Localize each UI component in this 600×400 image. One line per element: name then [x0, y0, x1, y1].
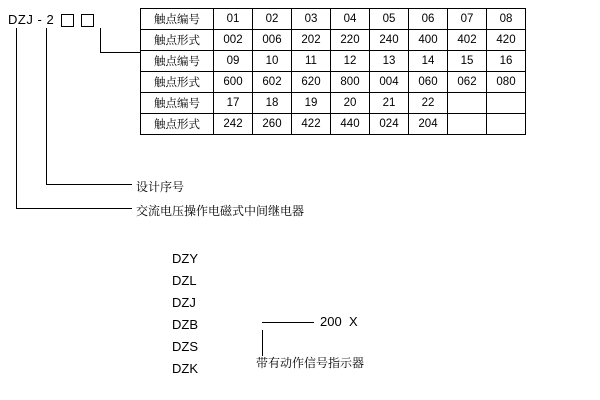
annotation-relay-type: 交流电压操作电磁式中间继电器 [136, 204, 305, 218]
leader-line-indicator-vertical [262, 330, 263, 356]
table-cell: 800 [331, 72, 370, 93]
table-cell: 22 [409, 93, 448, 114]
contact-table [140, 8, 526, 135]
list-item: DZB [172, 317, 198, 332]
table-cell: 242 [214, 114, 253, 135]
table-cell [487, 114, 526, 135]
list-item: DZY [172, 251, 198, 266]
leader-line-relay-horizontal [16, 208, 132, 209]
table-cell: 060 [409, 72, 448, 93]
table-cell [448, 93, 487, 114]
table-cell: 19 [292, 93, 331, 114]
table-row [141, 93, 526, 114]
leader-line-design-vertical [46, 28, 47, 184]
table-cell: 260 [253, 114, 292, 135]
table-cell: 07 [448, 9, 487, 30]
table-cell: 12 [331, 51, 370, 72]
table-cell: 21 [370, 93, 409, 114]
table-cell: 062 [448, 72, 487, 93]
model-placeholder-box-1 [61, 14, 74, 27]
table-row-header: 触点编号 [141, 9, 214, 30]
table-cell: 400 [409, 30, 448, 51]
annotation-design-number: 设计序号 [136, 180, 185, 194]
table-row-header: 触点形式 [141, 30, 214, 51]
table-cell: 006 [253, 30, 292, 51]
table-cell: 18 [253, 93, 292, 114]
table-cell: 13 [370, 51, 409, 72]
list-item: DZS [172, 339, 198, 354]
table-row [141, 9, 526, 30]
table-cell: 204 [409, 114, 448, 135]
table-cell: 06 [409, 9, 448, 30]
table-cell: 15 [448, 51, 487, 72]
table-cell: 420 [487, 30, 526, 51]
table-cell: 11 [292, 51, 331, 72]
table-cell: 004 [370, 72, 409, 93]
leader-line-design-horizontal [46, 184, 132, 185]
table-cell: 16 [487, 51, 526, 72]
series-suffix [256, 314, 358, 329]
table-row [141, 72, 526, 93]
table-cell: 01 [214, 9, 253, 30]
annotation-indicator: 带有动作信号指示器 [256, 356, 365, 370]
list-item: DZJ [172, 295, 196, 310]
series-list [172, 248, 198, 380]
model-code-label [8, 12, 94, 27]
table-cell: 08 [487, 9, 526, 30]
table-cell: 024 [370, 114, 409, 135]
table-cell: 002 [214, 30, 253, 51]
table-cell: 422 [292, 114, 331, 135]
connector-line [262, 322, 314, 323]
list-item: DZK [172, 361, 198, 376]
table-cell: 03 [292, 9, 331, 30]
leader-line-relay-vertical [16, 28, 17, 208]
table-cell: 14 [409, 51, 448, 72]
model-dash: - [37, 12, 43, 27]
table-cell: 620 [292, 72, 331, 93]
table-cell: 05 [370, 9, 409, 30]
table-cell: 02 [253, 9, 292, 30]
table-cell: 240 [370, 30, 409, 51]
table-row [141, 114, 526, 135]
model-placeholder-box-2 [81, 14, 94, 27]
table-row [141, 30, 526, 51]
model-series: 2 [46, 12, 55, 27]
table-cell: 440 [331, 114, 370, 135]
table-cell: 17 [214, 93, 253, 114]
table-cell: 202 [292, 30, 331, 51]
series-suffix-letter: X [348, 314, 358, 329]
leader-line-contact-horizontal [100, 52, 140, 53]
table-cell: 600 [214, 72, 253, 93]
table-row-header: 触点形式 [141, 72, 214, 93]
table-cell: 04 [331, 9, 370, 30]
contact-table-body [141, 9, 526, 135]
model-prefix: DZJ [8, 12, 34, 27]
table-cell: 10 [253, 51, 292, 72]
list-item: DZL [172, 273, 197, 288]
table-cell: 602 [253, 72, 292, 93]
leader-line-contact-vertical [100, 28, 101, 52]
table-row [141, 51, 526, 72]
table-row-header: 触点编号 [141, 93, 214, 114]
table-cell [487, 93, 526, 114]
table-cell: 20 [331, 93, 370, 114]
table-cell: 402 [448, 30, 487, 51]
table-cell: 220 [331, 30, 370, 51]
table-row-header: 触点形式 [141, 114, 214, 135]
series-suffix-number: 200 [320, 314, 342, 329]
table-cell [448, 114, 487, 135]
table-row-header: 触点编号 [141, 51, 214, 72]
table-cell: 080 [487, 72, 526, 93]
table-cell: 09 [214, 51, 253, 72]
